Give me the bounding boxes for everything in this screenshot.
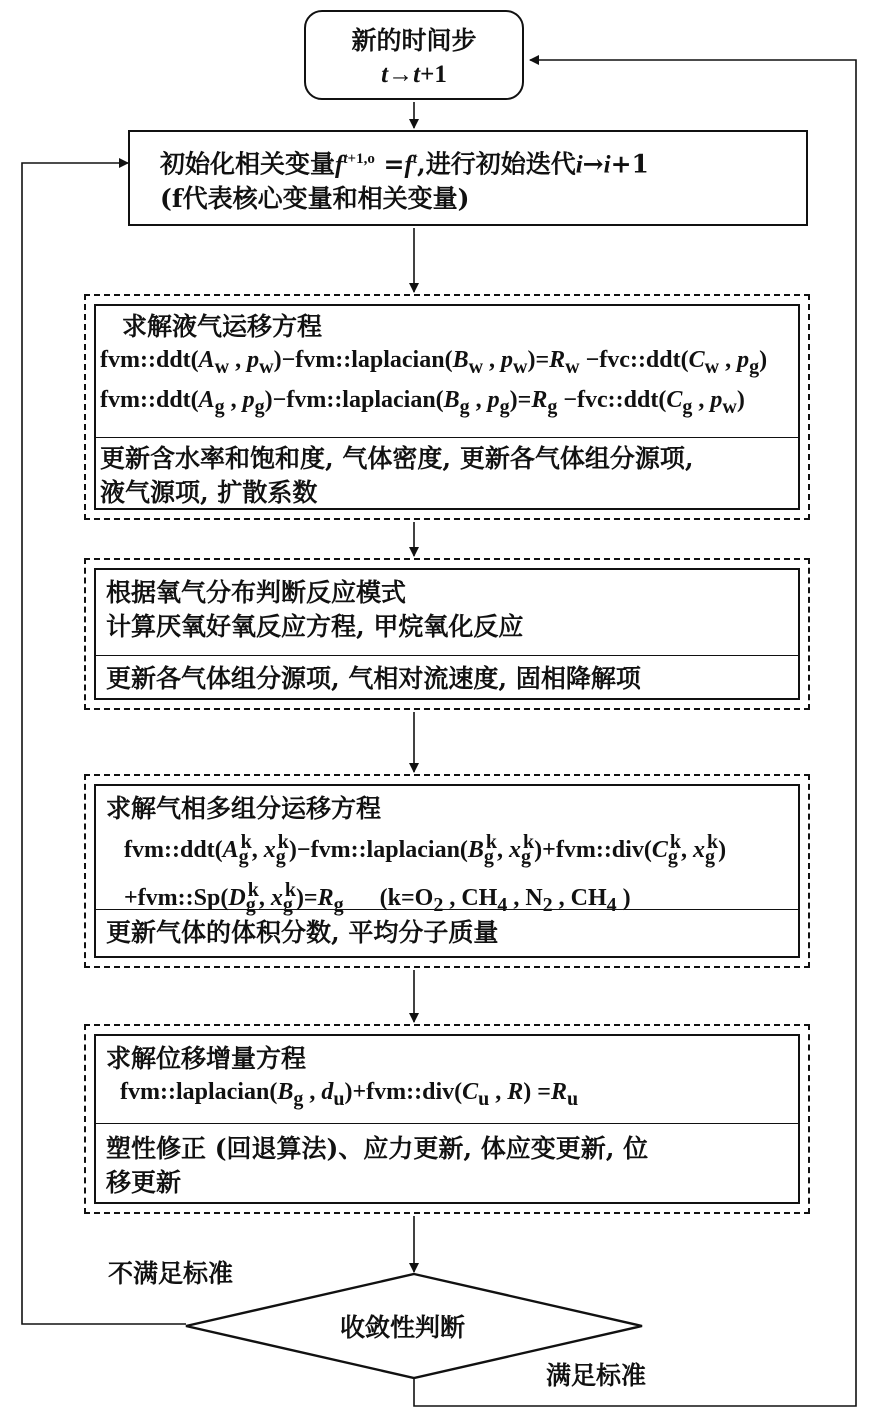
block1-solve-section	[96, 306, 798, 438]
block3-inner	[94, 784, 800, 958]
block1-inner	[94, 304, 800, 510]
block4-eq1: $fvm::laplacian(B_g$ , $d_u)+fvm::div(C_u$ , $R) =R_u$	[120, 1079, 579, 1110]
block2-title: 根据氧气分布判断反应模式	[106, 578, 407, 607]
block1-eq2: $fvm::ddt(A_g$ , $p_g)-fvm::laplacian(B_g$ , $p_g)=R_g$ $-fvc::ddt(C_g$ , $p_w$)	[100, 386, 745, 418]
block4-outer	[84, 1024, 810, 1214]
block4-update-section	[96, 1124, 798, 1200]
block2-line2: 计算厌氧好氧反应方程, 甲烷氧化反应	[106, 612, 524, 641]
decision-label: 收敛性判断	[340, 1313, 466, 1342]
block4-update1: 塑性修正 (回退算法)、应力更新, 体应变更新, 位	[106, 1134, 649, 1163]
block1-outer	[84, 294, 810, 520]
block3-update: 更新气体的体积分数, 平均分子质量	[106, 918, 499, 947]
block3-update-section	[96, 910, 798, 950]
block3-outer	[84, 774, 810, 968]
block3-eq2: $+fvm::Sp(D_g^k$, $x_g^k)=R_g$ ($k=O_2$ , $CH_4$ , $N_2$ , $CH_4$ )	[124, 878, 631, 916]
not-met-label: 不满足标准	[108, 1259, 234, 1288]
block2-mode-section	[96, 570, 798, 656]
start-box	[304, 10, 524, 100]
block1-update2: 液气源项, 扩散系数	[100, 478, 318, 507]
block4-update2: 移更新	[106, 1168, 182, 1197]
init-line2: (f代表核心变量和相关变量)	[160, 184, 470, 214]
block3-eq1: $fvm::ddt(A_g^k$, $x_g^k)-fvm::laplacian(B_g^k$, $x_g^k)+fvm::div(C_g^k$, $x_g^k$)	[124, 831, 727, 868]
block1-title: 求解液气运移方程	[122, 312, 323, 341]
block2-inner	[94, 568, 800, 700]
block4-inner	[94, 1034, 800, 1204]
block2-update: 更新各气体组分源项, 气相对流速度, 固相降解项	[106, 664, 641, 693]
block3-solve-section	[96, 786, 798, 916]
block1-update1: 更新含水率和饱和度, 气体密度, 更新各气体组分源项,	[100, 444, 694, 473]
block4-solve-section	[96, 1036, 798, 1124]
met-label: 满足标准	[546, 1361, 647, 1390]
start-formula: t→t+1	[381, 61, 447, 88]
block1-eq1: $fvm::ddt(A_w$ , $p_w)-fvm::laplacian(B_w$ , $p_w)=R_w$ $-fvc::ddt(C_w$ , $p_g$)	[100, 347, 768, 378]
block2-outer	[84, 558, 810, 710]
init-line1: 初始化相关变量$f^{t+1,o} =f^t$,进行初始迭代i→i+1	[160, 149, 649, 179]
block1-update-section	[96, 438, 798, 510]
block3-title: 求解气相多组分运移方程	[106, 794, 382, 823]
init-box	[128, 130, 808, 226]
block2-update-section	[96, 656, 798, 696]
start-title: 新的时间步	[351, 26, 477, 55]
block4-title: 求解位移增量方程	[106, 1044, 307, 1073]
